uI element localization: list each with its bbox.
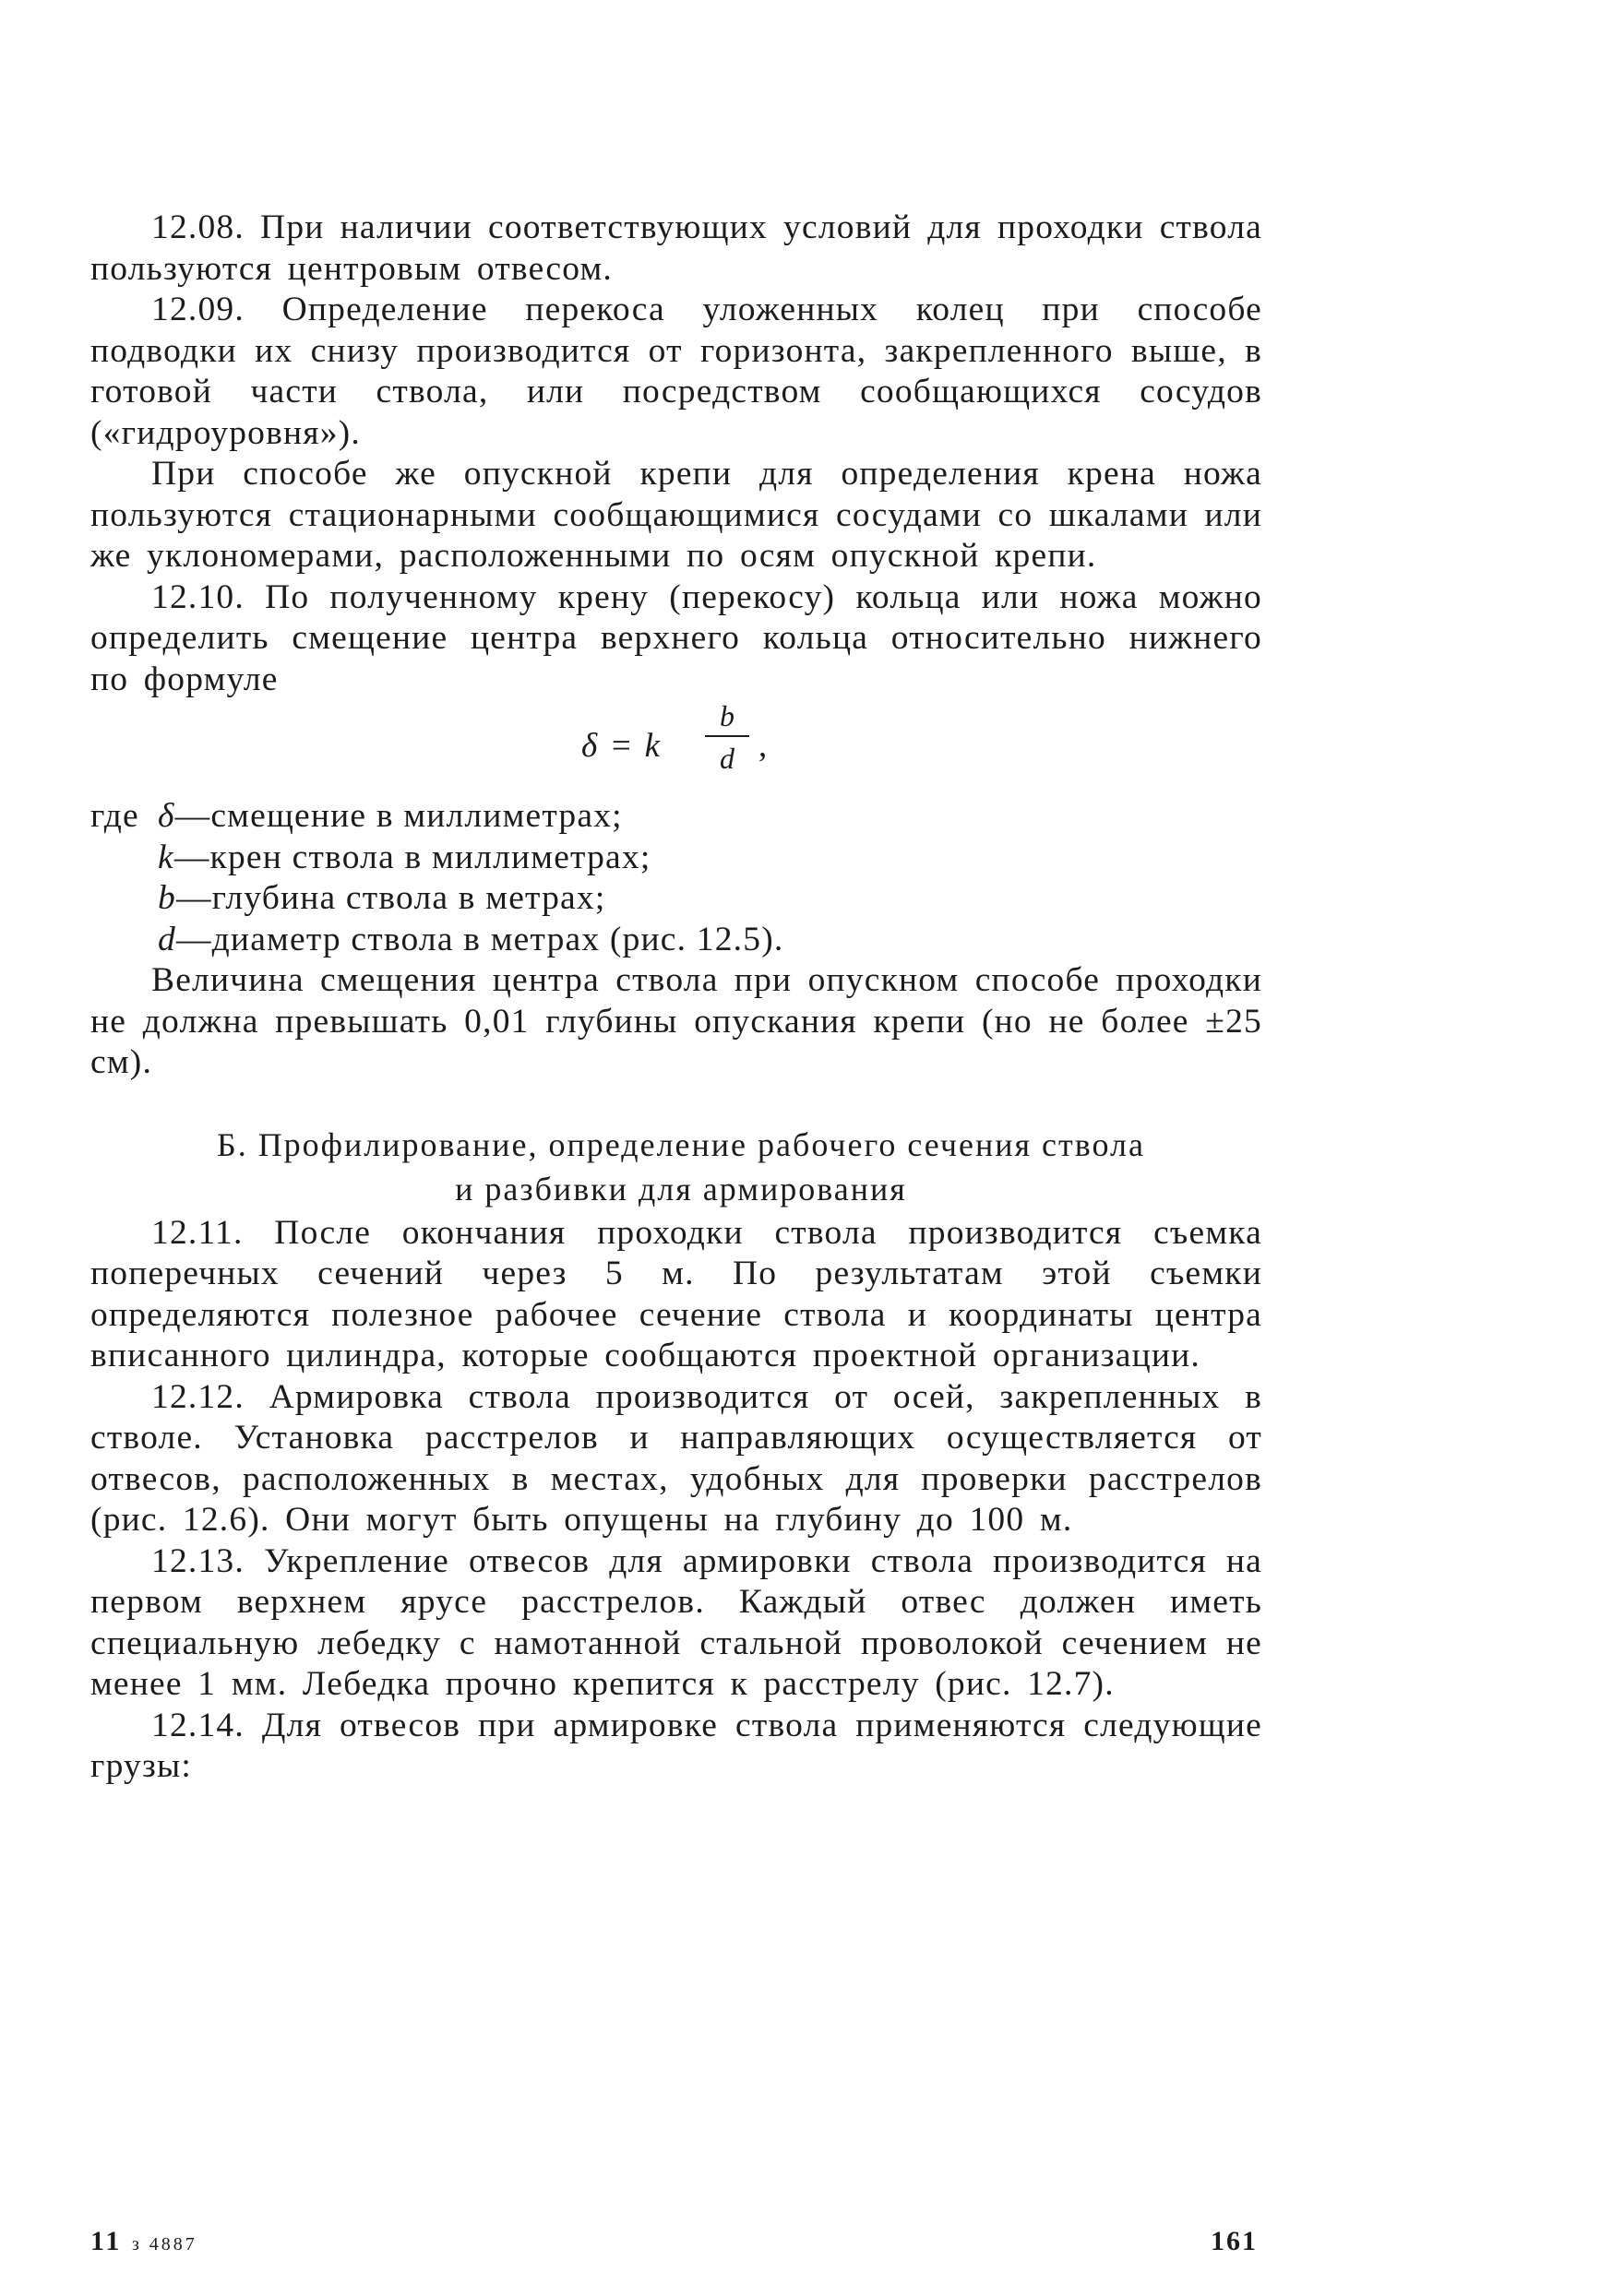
paragraph-12-10: 12.10. По полученному крену (перекосу) кольца или ножа можно определить смещение центра верхнего кольца относительно нижнего по формуле (90, 577, 1262, 698)
definition-row (90, 838, 1262, 879)
paragraph-offset-limit: Величина смещения центра ствола при опускном способе проходки не должна превышать 0,01 глубины опускания крепи (но не более ±25 см). (90, 961, 1262, 1081)
definition-row (90, 796, 1262, 838)
fraction-bar (705, 735, 749, 737)
paragraph-12-14: 12.14. Для отвесов при армировке ствола применяются следующие грузы: (90, 1706, 1262, 1785)
definition-text: —смещение в миллиметрах; (174, 797, 623, 835)
formula-definitions (90, 796, 1262, 960)
formula-lhs: δ = k (581, 727, 663, 765)
paragraph-12-13: 12.13. Укрепление отвесов для армировки ствола производится на первом верхнем ярусе расстрелов. Каждый отвес должен иметь специальную лебедку с намотанной стальной проволокой сечением не менее 1 мм. Лебедка прочно крепится к расстрелу (рис. 12.7). (90, 1541, 1262, 1703)
definition-row (90, 878, 1262, 920)
definitions-lead: где (90, 797, 139, 835)
definition-text: —глубина ствола в метрах; (175, 879, 606, 917)
signature-order-code: з 4887 (131, 2234, 197, 2254)
formula-fraction (699, 700, 755, 774)
definition-row (90, 920, 1262, 961)
definition-text: —диаметр ствола в метрах (рис. 12.5). (175, 920, 784, 958)
page-number: 161 (1211, 2226, 1258, 2256)
section-heading-line-1: Б. Профилирование, определение рабочего сечения ствола (217, 1125, 1145, 1163)
section-heading (90, 1124, 1262, 1209)
formula-numerator: b (720, 699, 734, 732)
definition-text: —крен ствола в миллиметрах; (173, 838, 651, 876)
section-heading-line-2: и разбивки для армирования (455, 1170, 907, 1207)
definition-symbol: d (158, 920, 176, 958)
definition-symbol: k (158, 838, 174, 876)
paragraph-12-09: 12.09. Определение перекоса уложенных колец при способе подводки их снизу производится от горизонта, закрепленного выше, в готовой части ствола, или посредством сообщающихся сосудов («гидроуровня»). (90, 291, 1262, 452)
section-spacer (90, 1084, 1262, 1124)
paragraph-12-08: 12.08. При наличии соответствующих условий для проходки ствола пользуются центровым отвесом. (90, 208, 1262, 288)
formula-denominator: d (720, 742, 734, 775)
book-page (90, 208, 1262, 2255)
formula-comma: , (758, 727, 768, 765)
page-footer (90, 2226, 1262, 2263)
printer-signature (90, 2226, 197, 2257)
signature-sheet-number: 11 (90, 2226, 123, 2256)
paragraph-12-11: 12.11. После окончания проходки ствола производится съемка поперечных сечений через 5 м. По результатам этой съемки определяются полезное рабочее сечение ствола и координаты центра вписанного цилиндра, которые сообщаются проектной организации. (90, 1213, 1262, 1374)
offset-formula (90, 700, 1262, 796)
paragraph-12-12: 12.12. Армировка ствола производится от осей, закрепленных в стволе. Установка расстрелов и направляющих осуществляется от отвесов, расположенных в местах, удобных для проверки расстрелов (рис. 12.6). Они могут быть опущены на глубину до 100 м. (90, 1377, 1262, 1539)
paragraph-12-09-continued: При способе же опускной крепи для определения крена ножа пользуются стационарными сообщающимися сосудами со шкалами или же уклономерами, расположенными по осям опускной крепи. (90, 455, 1262, 575)
definition-symbol: b (158, 879, 176, 917)
definition-symbol: δ (158, 797, 175, 835)
